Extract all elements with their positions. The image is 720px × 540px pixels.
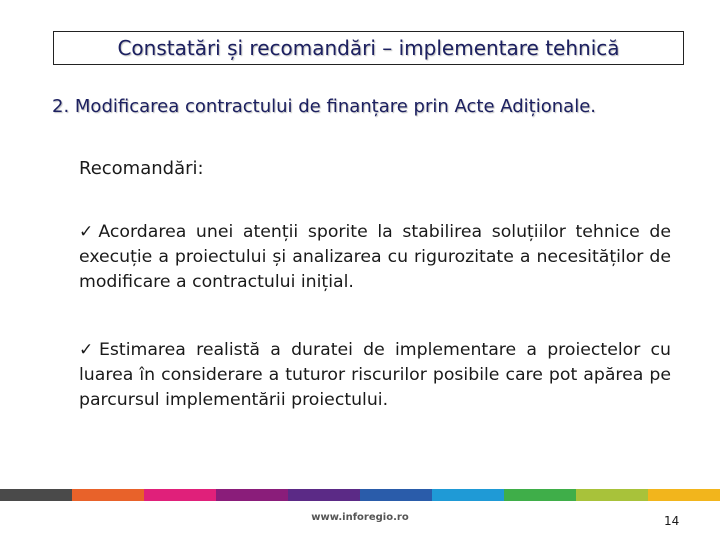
section-subtitle: 2. Modificarea contractului de finanțare prin Acte Adiționale.	[52, 96, 596, 117]
stripe-segment-9	[576, 489, 648, 501]
slide-title: Constatări și recomandări – implementare tehnică	[117, 36, 620, 60]
stripe-segment-7	[432, 489, 504, 501]
page-number: 14	[664, 514, 680, 528]
stripe-segment-4	[216, 489, 288, 501]
recommendation-item-1	[79, 220, 671, 295]
stripe-segment-3	[144, 489, 216, 501]
checkmark-icon: ✓	[79, 222, 98, 242]
stripe-segment-2	[72, 489, 144, 501]
stripe-segment-6	[360, 489, 432, 501]
recommendation-text-2: Estimarea realistă a duratei de implementare a proiectelor cu luarea în considerare a tuturor riscurilor posibile care pot apărea pe parcursul implementării proiectului.	[79, 340, 671, 410]
stripe-segment-5	[288, 489, 360, 501]
stripe-segment-10	[648, 489, 720, 501]
stripe-segment-1	[0, 489, 72, 501]
slide-title-box	[53, 31, 684, 65]
recommendation-item-2	[79, 338, 671, 413]
recommendations-heading: Recomandări:	[79, 158, 204, 179]
stripe-segment-8	[504, 489, 576, 501]
footer-color-stripe	[0, 489, 720, 501]
footer-url: www.inforegio.ro	[311, 512, 409, 523]
checkmark-icon: ✓	[79, 340, 98, 360]
recommendation-text-1: Acordarea unei atenții sporite la stabilirea soluțiilor tehnice de execuție a proiectului și analizarea cu rigurozitate a necesităților de modificare a contractului inițial.	[79, 222, 671, 292]
